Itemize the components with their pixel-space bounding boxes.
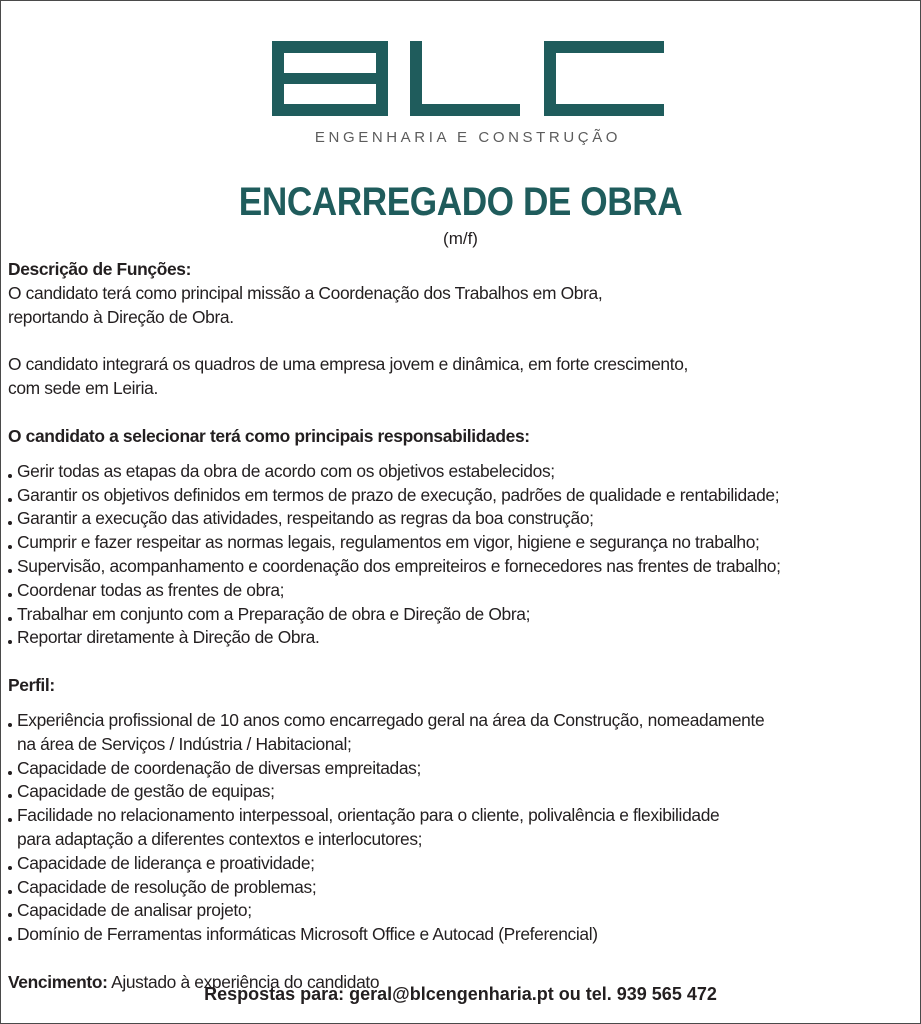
profile-list (8, 709, 913, 947)
description-line: O candidato terá como principal missão a Coordenação dos Trabalhos em Obra, (8, 282, 603, 303)
company-logo (272, 41, 664, 157)
description-heading: Descrição de Funções: (8, 259, 192, 279)
profile-item: Capacidade de analisar projeto; (8, 899, 913, 923)
responsibility-item: Supervisão, acompanhamento e coordenação dos empreiteiros e fornecedores nas frentes de trabalho; (8, 555, 913, 579)
company-line: com sede em Leiria. (8, 378, 158, 399)
profile-item: Capacidade de gestão de equipas; (8, 780, 913, 804)
responsibility-item: Gerir todas as etapas da obra de acordo com os objetivos estabelecidos; (8, 460, 913, 484)
profile-item: Capacidade de liderança e proatividade; (8, 852, 913, 876)
profile-item-continuation: para adaptação a diferentes contextos e interlocutores; (17, 828, 423, 849)
company-tagline: ENGENHARIA E CONSTRUÇÃO (314, 129, 622, 146)
company-line: O candidato integrará os quadros de uma empresa jovem e dinâmica, em forte crescimento, (8, 354, 689, 375)
gender-note: (m/f) (443, 229, 478, 248)
ad-body (8, 258, 913, 995)
responsibility-item: Cumprir e fazer respeitar as normas legais, regulamentos em vigor, higiene e segurança no trabalho; (8, 531, 913, 555)
blc-logo-mark (272, 41, 664, 121)
profile-item (8, 804, 913, 852)
responsibility-item: Garantir a execução das atividades, respeitando as regras da boa construção; (8, 507, 913, 531)
responsibilities-heading: O candidato a selecionar terá como principais responsabilidades: (8, 425, 530, 446)
profile-item-continuation: na área de Serviços / Indústria / Habitacional; (17, 733, 352, 754)
job-title: ENCARREGADO DE OBRA (238, 180, 683, 224)
profile-item-text: Facilidade no relacionamento interpessoal, orientação para o cliente, polivalência e flexibilidade (17, 805, 720, 826)
responsibilities-list (8, 460, 913, 650)
responsibility-item: Trabalhar em conjunto com a Preparação de obra e Direção de Obra; (8, 603, 913, 627)
profile-heading: Perfil: (8, 675, 55, 696)
responsibility-item: Reportar diretamente à Direção de Obra. (8, 626, 913, 650)
responsibility-item: Coordenar todas as frentes de obra; (8, 579, 913, 603)
salary-value: Ajustado à experiência do candidato (111, 971, 380, 992)
contact-line: Respostas para: geral@blcengenharia.pt ou tel. 939 565 472 (204, 984, 717, 1004)
profile-item: Capacidade de coordenação de diversas empreitadas; (8, 757, 913, 781)
profile-item (8, 709, 913, 757)
profile-item-text: Experiência profissional de 10 anos como encarregado geral na área da Construção, nomeadamente (17, 709, 765, 730)
salary-label: Vencimento: (8, 971, 108, 992)
responsibility-item: Garantir os objetivos definidos em termos de prazo de execução, padrões de qualidade e rentabilidade; (8, 484, 913, 508)
description-line: reportando à Direção de Obra. (8, 306, 234, 327)
profile-item: Capacidade de resolução de problemas; (8, 876, 913, 900)
profile-item: Domínio de Ferramentas informáticas Microsoft Office e Autocad (Preferencial) (8, 923, 913, 947)
